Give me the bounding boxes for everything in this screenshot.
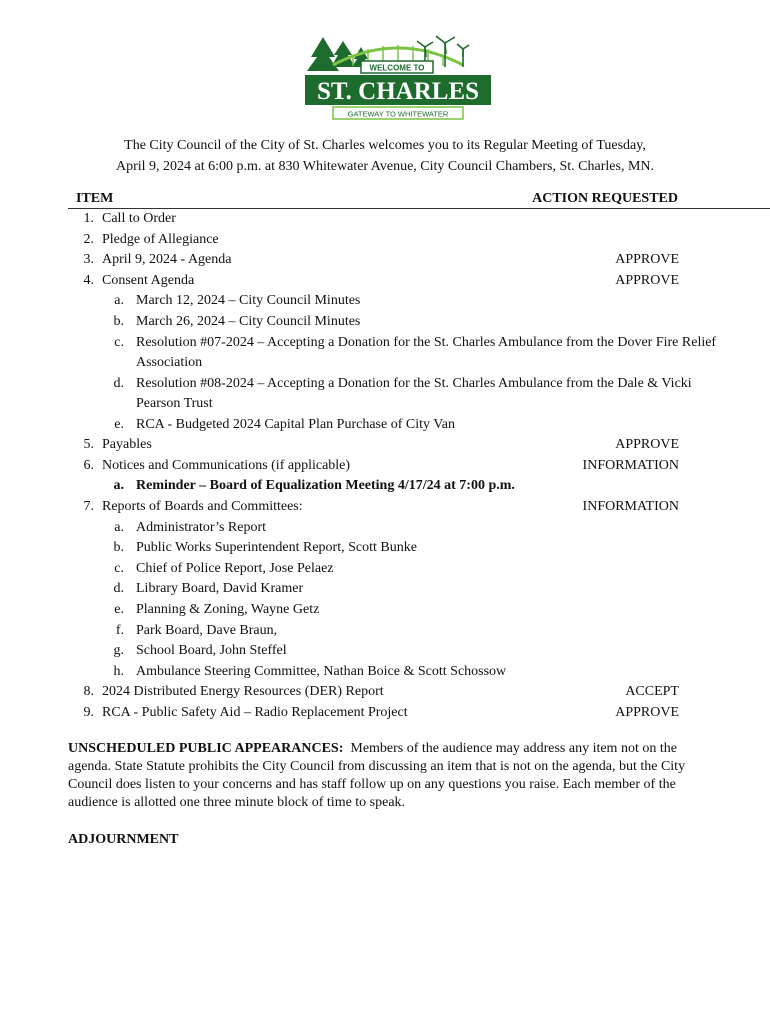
adjournment-heading: ADJOURNMENT	[68, 832, 179, 847]
agenda-item: 3. April 9, 2024 - Agenda APPROVE	[0, 250, 770, 271]
agenda	[0, 189, 770, 723]
agenda-item: 7. Reports of Boards and Committees: INFORMATION	[0, 497, 770, 518]
sub-item: f. Park Board, Dave Braun,	[115, 622, 278, 638]
public-appearances-paragraph	[68, 740, 708, 812]
action-label: ACCEPT	[625, 684, 679, 700]
sub-item-notice: a. Reminder – Board of Equalization Meeting 4/17/24 at 7:00 p.m.	[113, 478, 515, 494]
sub-item: b. March 26, 2024 – City Council Minutes	[113, 313, 361, 329]
sub-item: h. Ambulance Steering Committee, Nathan Boice & Scott Schossow	[113, 663, 507, 679]
action-label: APPROVE	[615, 704, 679, 720]
item-column-header: ITEM	[76, 191, 114, 206]
logo-welcome-text: WELCOME TO	[369, 63, 425, 73]
intro-line-2: April 9, 2024 at 6:00 p.m. at 830 Whitewater Avenue, City Council Chambers, St. Charles, MN.	[115, 158, 655, 174]
agenda-item: 6. Notices and Communications (if applicable) INFORMATION	[0, 456, 770, 477]
agenda-item: 9. RCA - Public Safety Aid – Radio Replacement Project APPROVE	[0, 703, 770, 724]
sub-item: d. Resolution #08-2024 – Accepting a Donation for the St. Charles Ambulance from the Dale & Vicki Pearson Trust	[113, 375, 692, 412]
sub-item: b. Public Works Superintendent Report, Scott Bunke	[113, 540, 417, 556]
action-label: INFORMATION	[582, 457, 679, 473]
meeting-intro	[40, 136, 730, 177]
action-label: APPROVE	[615, 252, 679, 268]
logo-tagline-text: GATEWAY TO WHITEWATER	[347, 109, 449, 119]
agenda-header	[68, 189, 770, 209]
sub-item: e. RCA - Budgeted 2024 Capital Plan Purchase of City Van	[114, 416, 455, 432]
sub-item: a. March 12, 2024 – City Council Minutes	[114, 293, 361, 309]
sub-item: c. Chief of Police Report, Jose Pelaez	[114, 560, 334, 576]
agenda-item: 4. Consent Agenda APPROVE	[0, 271, 770, 292]
agenda-item: 8. 2024 Distributed Energy Resources (DER) Report ACCEPT	[0, 682, 770, 703]
public-appearances-text: Members of the audience may address any item not on the agenda. State Statute prohibits the City Council from discussing an item that is not on the agenda, but the City Council does listen to your concerns and has staff follow up on any questions you raise. Each member of the audience is allotted one three minute block of time to speak.	[68, 741, 686, 810]
agenda-item: 5. Payables APPROVE	[0, 435, 770, 456]
action-label: APPROVE	[615, 272, 679, 288]
action-column-header: ACTION REQUESTED	[532, 191, 678, 206]
intro-line-1: The City Council of the City of St. Charles welcomes you to its Regular Meeting of Tuesday,	[124, 138, 646, 153]
sub-item: e. Planning & Zoning, Wayne Getz	[114, 601, 320, 617]
sub-item: d. Library Board, David Kramer	[113, 581, 304, 597]
sub-item: a. Administrator’s Report	[114, 519, 267, 535]
action-label: INFORMATION	[582, 498, 679, 514]
st-charles-logo	[303, 33, 493, 123]
public-appearances-title: UNSCHEDULED PUBLIC APPEARANCES:	[68, 741, 344, 756]
logo-name-text: ST. CHARLES	[316, 78, 480, 105]
agenda-item: 1. Call to Order	[83, 211, 176, 226]
agenda-item: 2. Pledge of Allegiance	[83, 231, 219, 247]
sub-item: g. School Board, John Steffel	[113, 643, 287, 659]
action-label: APPROVE	[615, 437, 679, 453]
sub-item: c. Resolution #07-2024 – Accepting a Donation for the St. Charles Ambulance from the Dover Fire Relief Association	[114, 334, 717, 371]
